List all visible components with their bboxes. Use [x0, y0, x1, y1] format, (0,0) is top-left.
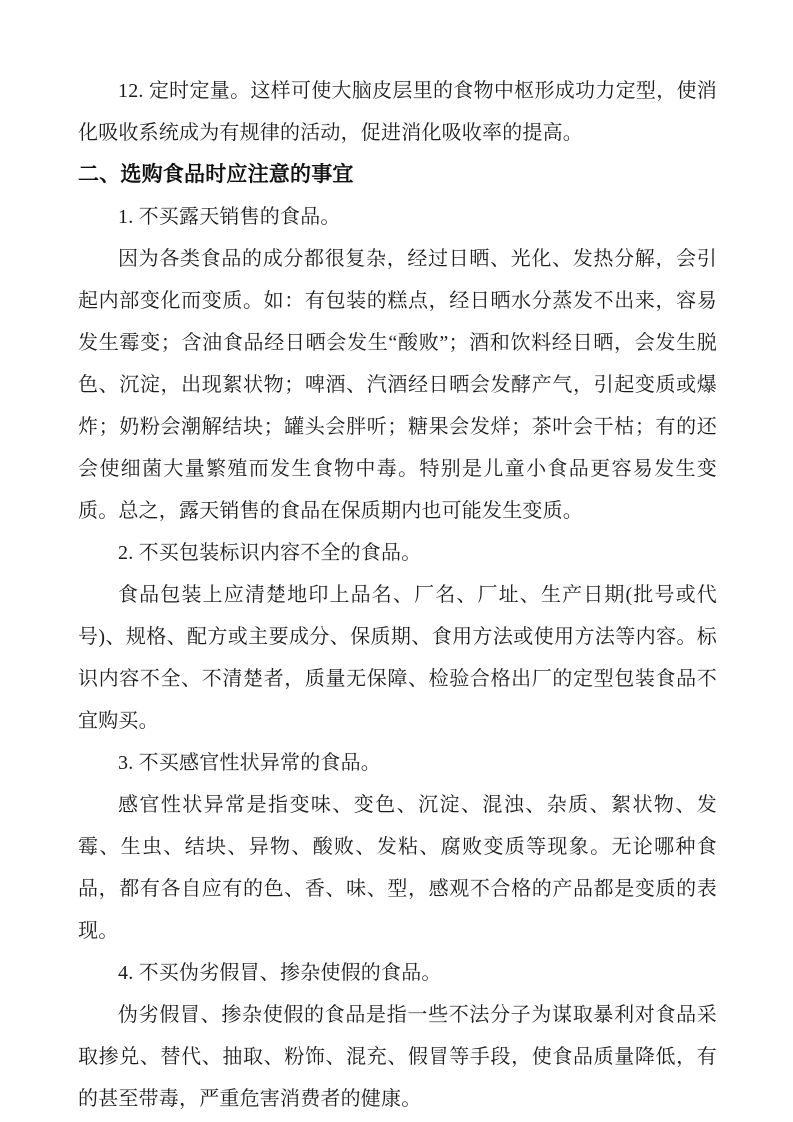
body-paragraph: 12. 定时定量。这样可使大脑皮层里的食物中枢形成功力定型，使消化吸收系统成为有规律的活动，促进消化吸收率的提高。	[78, 80, 717, 144]
body-paragraph: 1. 不买露天销售的食品。	[118, 206, 341, 228]
body-paragraph: 因为各类食品的成分都很复杂，经过日晒、光化、发热分解，会引起内部变化而变质。如：有包装的糕点，经日晒水分蒸发不出来，容易发生霉变；含油食品经日晒会发生“酸败”；酒和饮料经日晒，会发生脱色、沉淀，出现絮状物；啤酒、汽酒经日晒会发酵产气，引起变质或爆炸；奶粉会潮解结块；罐头会胖听；糖果会发烊；茶叶会干枯；有的还会使细菌大量繁殖而发生食物中毒。特别是儿童小食品更容易发生变质。总之，露天销售的食品在保质期内也可能发生变质。	[78, 248, 717, 522]
body-paragraph: 3. 不买感官性状异常的食品。	[118, 752, 381, 774]
body-paragraph: 4. 不买伪劣假冒、掺杂使假的食品。	[118, 962, 442, 984]
body-paragraph: 2. 不买包装标识内容不全的食品。	[118, 542, 422, 564]
body-paragraph: 伪劣假冒、掺杂使假的食品是指一些不法分子为谋取暴利对食品采取掺兑、替代、抽取、粉饰、混充、假冒等手段，使食品质量降低，有的甚至带毒，严重危害消费者的健康。	[78, 1004, 717, 1110]
section-heading: 二、选购食品时应注意的事宜	[78, 163, 354, 186]
body-paragraph: 食品包装上应清楚地印上品名、厂名、厂址、生产日期(批号或代号)、规格、配方或主要成分、保质期、食用方法或使用方法等内容。标识内容不全、不清楚者，质量无保障、检验合格出厂的定型包装食品不宜购买。	[78, 584, 717, 732]
body-paragraph: 感官性状异常是指变味、变色、沉淀、混浊、杂质、絮状物、发霉、生虫、结块、异物、酸败、发粘、腐败变质等现象。无论哪种食品，都有各自应有的色、香、味、型，感观不合格的产品都是变质的表现。	[78, 794, 717, 942]
